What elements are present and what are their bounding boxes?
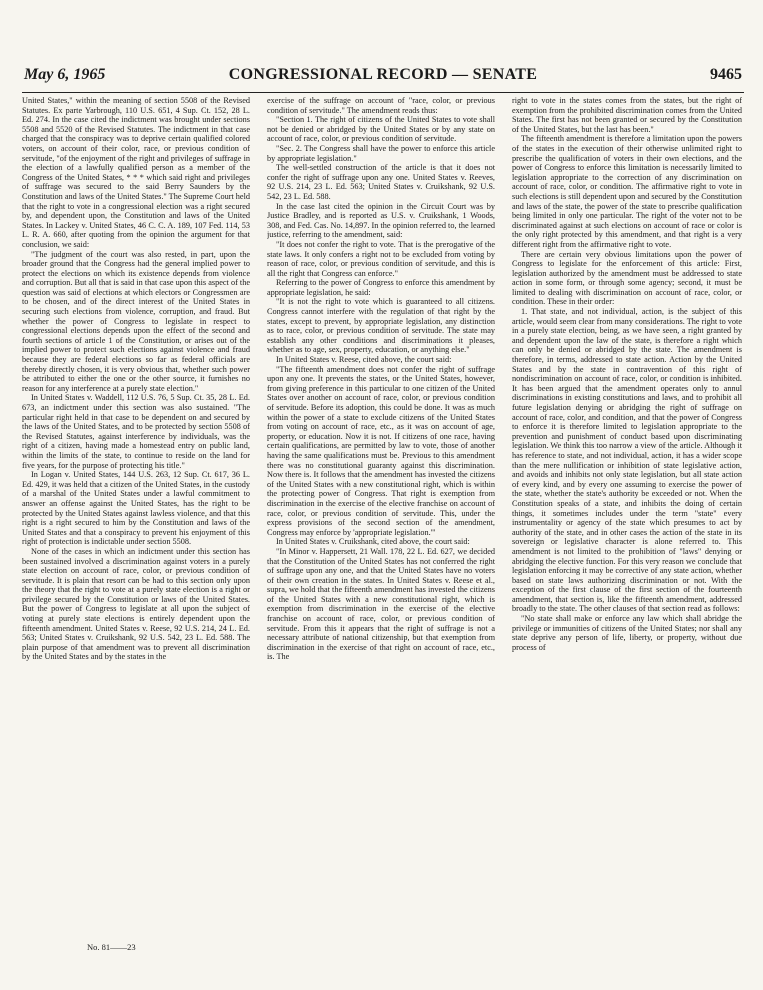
paragraph: In United States v. Cruikshank, cited above, the court said: (276, 537, 470, 547)
paragraph: 1. That state, and not individual, action, is the subject of this article, would seem clear from many considerations. The right to vote in a purely state election, being, as we have seen, a right granted by and dependent upon the law of the state, is therefore a right which can only be denied or abridged by the state. The amendment is therefore, in terms, addressed to state action. Action by the United States and by the state in contravention of this right of nondiscrimination on account of race, color, or condition is inhibited. It has been argued that the amendment operates only to annul discriminations in existing constitutions and laws, and to prohibit all future legislation denying or abridging the right of suffrage on account of race, color, and condition, and that the power of Congress to enforce it is therefore limited to legislation appropriate to the prevention and punishment of conduct based upon discriminating legislation. We think this too narrow a view of the article. Although it has reference to state, and not individual, action, it has a wider scope than the mere nullification or inhibition of state legislative action, and avoids and inhibits not only state legislation, but all state action of every kind, and by every one assuming to exercise the power of the state, whether the state's authority be exceeded or not. When the Constitution speaks of a state, and inhibits the doing of certain things, it sometimes includes under the term "state" every instrumentality or agency of the state which presumes to act by authority of the state, and in other cases the action of the state in its sovereign or legislative character is alone referred to. This amendment is not limited to the prohibition of "laws" denying or abridging the elective function. For this very reason we conclude that legislation enforcing it may be corrective of any state action, whether based on state laws authorizing discrimination or not. With the exception of the first clause of the first section of the fourteenth amendment, that section is, like the fifteenth amendment, addressed broadly to the state. The other clauses of that section read as follows: (512, 307, 742, 614)
paragraph: None of the cases in which an indictment under this section has been sustained involved a discrimination against voters in a purely state election on account of race, color, or previous condition of servitude. It is plain that resort can be had to this section only upon the theory that the right to vote at a purely state election is a right or privilege secured by the Constitution or laws of the United States. But the power of Congress to legislate at all upon the subject of voting at purely state elections is entirely dependent upon the fifteenth amendment. United States v. Reese, 92 U.S. 214, 24 L. Ed. 563; United States v. Cruikshank, 92 U.S. 542, 23 L. Ed. 588. The plain purpose of that amendment was to prevent all discrimination by the United States and by the states in the (22, 546, 250, 662)
column-1 (22, 96, 250, 931)
document-page (22, 0, 744, 990)
paragraph: "It does not confer the right to vote. That is the prerogative of the state laws. It only confers a right not to be excluded from voting by reason of race, color, or previous condition of servitude, and this is all the right that Congress can enforce." (267, 239, 495, 278)
paragraph: "No state shall make or enforce any law which shall abridge the privilege or immunities of citizens of the United States; nor shall any state deprive any person of life, liberty, or property, without due process of (512, 614, 742, 652)
paragraph: "It is not the right to vote which is guaranteed to all citizens. Congress cannot interfere with the regulation of that right by the states, except to prevent, by appropriate legislation, any distinction as to race, color, or previous condition of servitude. The state may establish any other conditions and discriminations it pleases, whether as to age, sex, property, education, or anything else." (267, 297, 495, 355)
header-date: May 6, 1965 (24, 66, 106, 83)
column-2 (267, 96, 495, 931)
paragraph: "The fifteenth amendment does not confer the right of suffrage upon any one. It prevents the states, or the United States, however, from giving preference in this particular to one citizen of the United States over another on account of race, color, or previous condition of servitude. Before its adoption, this could be done. It was as much within the power of a state to exclude citizens of the United States from voting on account of race, etc., as it was on account of age, property, or education. Now it is not. If citizens of one race, having certain qualifications, are permitted by law to vote, those of another having the same qualifications must be. Previous to this amendment there was no constitutional guaranty against this discrimination. Now there is. It follows that the amendment has invested the citizens of the United States with a new constitutional right, which is within the protecting power of Congress. That right is exemption from discrimination in the exercise of the elective franchise on account of race, color, or previous condition of servitude. This, under the express provisions of the second section of the amendment, Congress may enforce by 'appropriate legislation.'" (267, 364, 495, 537)
paragraph: United States," within the meaning of section 5508 of the Revised Statutes. Ex parte Yarbrough, 110 U.S. 651, 4 Sup. Ct. 152, 28 L. Ed. 274. In the case cited the indictment was brought under sections 5508 and 5520 of the Revised Statutes. The indictment in that case charged that the conspiracy was to deprive certain qualified colored voters, on account of their color, race, or previous condition of servitude, "of the enjoyment of the right and privileges of suffrage in the election of a lawfully qualified person as a member of the Congress of the United States, * * * which said right and privileges of suffrage was secured to the said Berry Saunders by the Constitution and laws of the United States." The Supreme Court held that the right to vote in a congressional election was a right secured by, and dependent upon, the Constitution and laws of the United States. In Lackey v. United States, 46 C. C. A. 189, 107 Fed. 114, 53 L. R. A. 660, after quoting from the opinion the argument for that conclusion, we said: (22, 96, 250, 249)
paragraph: "The judgment of the court was also rested, in part, upon the broader ground that the Congress had the general implied power to protect the elections on which its existence depends from violence and corruption. But all that is said in that case upon this aspect of the question was said of elections at which electors or Congressmen are to be chosen, and of the direct interest of the United States in securing such elections from violence, corruption, and fraud. But whether the power of Congress to legislate in respect to congressional elections depends upon the effect of the second and fourth sections of article 1 of the Constitution, or arises out of the implied power to protect such elections against violence and fraud because they are federal elections so far as federal officials are thereby directly chosen, it is very obvious that, whether such power be attributed to either the one or the other source, it furnishes no reason for any interference at a purely state election." (22, 249, 250, 393)
paragraph: "Section 1. The right of citizens of the United States to vote shall not be denied or abridged by the United States or by any state on account of race, color, or previous condition of servitude. (267, 115, 495, 144)
header-title: CONGRESSIONAL RECORD — SENATE (228, 66, 538, 83)
paragraph: "In Minor v. Happersett, 21 Wall. 178, 22 L. Ed. 627, we decided that the Constitution of the United States has not conferred the right of suffrage upon any one, and that the United States have no voters of their own creation in the states. In United States v. Reese et al., supra, we hold that the fifteenth amendment has invested the citizens of the United States with a new constitutional right, which is exemption from discrimination in the exercise of the elective franchise on account of race, color, or previous condition of servitude. From this it appears that the right of suffrage is not a necessary attribute of national citizenship, but that exemption from discrimination in the exercise of that right on account of race, etc., is. The (267, 546, 495, 662)
header-page-number: 9465 (710, 66, 742, 83)
paragraph: "Sec. 2. The Congress shall have the power to enforce this article by appropriate legislation." (267, 143, 495, 163)
paragraph: In the case last cited the opinion in the Circuit Court was by Justice Bradley, and is reported as U.S. v. Cruikshank, 1 Woods, 308, and Fed. Cas. No. 14,897. In the opinion referred to, the learned justice, referring to the amendment, said: (267, 201, 495, 240)
page-header (22, 66, 744, 93)
paragraph: exercise of the suffrage on account of "race, color, or previous condition of servitude." The amendment reads thus: (267, 96, 495, 115)
paragraph: In United States v. Waddell, 112 U.S. 76, 5 Sup. Ct. 35, 28 L. Ed. 673, an indictment under this section was also sustained. "The particular right held in that case to be dependent on and secured by the laws of the United States, and to be protected by section 5508 of the Revised Statutes, against interference by individuals, was the right of a citizen, having made a homestead entry on public land, within the limits of the state, to continue to reside on the land for five years, for the purpose of protecting his title." (22, 393, 250, 470)
paragraph: right to vote in the states comes from the states, but the right of exemption from the prohibited discrimination comes from the United States. The first has not been granted or secured by the Constitution of the United States, but the last has been." (512, 96, 742, 134)
paragraph: In Logan v. United States, 144 U.S. 263, 12 Sup. Ct. 617, 36 L. Ed. 429, it was held that a citizen of the United States, in the custody of a marshal of the United States under a lawful commitment to answer an offense against the United States, has the right to be protected by the United States against lawless violence, and that this right is a right secured to him by the Constitution and laws of the United States and that a conspiracy to prevent his enjoyment of this right of protection is indictable under section 5508. (22, 470, 250, 547)
paragraph: The well-settled construction of the article is that it does not confer the right of suffrage upon any one. United States v. Reeves, 92 U.S. 214, 23 L. Ed. 563; United States v. Cruikshank, 92 U.S. 542, 23 L. Ed. 588. (267, 163, 495, 201)
column-3 (512, 96, 742, 931)
issue-number: No. 81——23 (87, 942, 136, 952)
paragraph: Referring to the power of Congress to enforce this amendment by appropriate legislation, he said: (267, 278, 495, 297)
paragraph: There are certain very obvious limitations upon the power of Congress to legislate for the enforcement of this article: First, legislation authorized by the amendment must be addressed to state action in some form, or through some agency; second, it must be limited to dealing with discrimination on account of race, color, or condition. These in their order: (512, 249, 742, 307)
text-columns (22, 96, 744, 931)
paragraph: In United States v. Reese, cited above, the court said: (276, 355, 452, 365)
paragraph: The fifteenth amendment is therefore a limitation upon the powers of the states in the execution of their otherwise unlimited right to prescribe the qualification of voters in their own elections, and the power of Congress to enforce this limitation is necessarily limited to legislation appropriate to the correction of any discrimination on account of race, color, or condition. The affirmative right to vote in such elections is still dependent upon and secured by the Constitution and laws of the state, the power of the state to prescribe qualification being limited in only one particular. The right of the voter not to be discriminated against at such elections on account of race or color is the only right protected by this amendment, and that right is a very different right from the affirmative right to vote. (512, 134, 742, 249)
